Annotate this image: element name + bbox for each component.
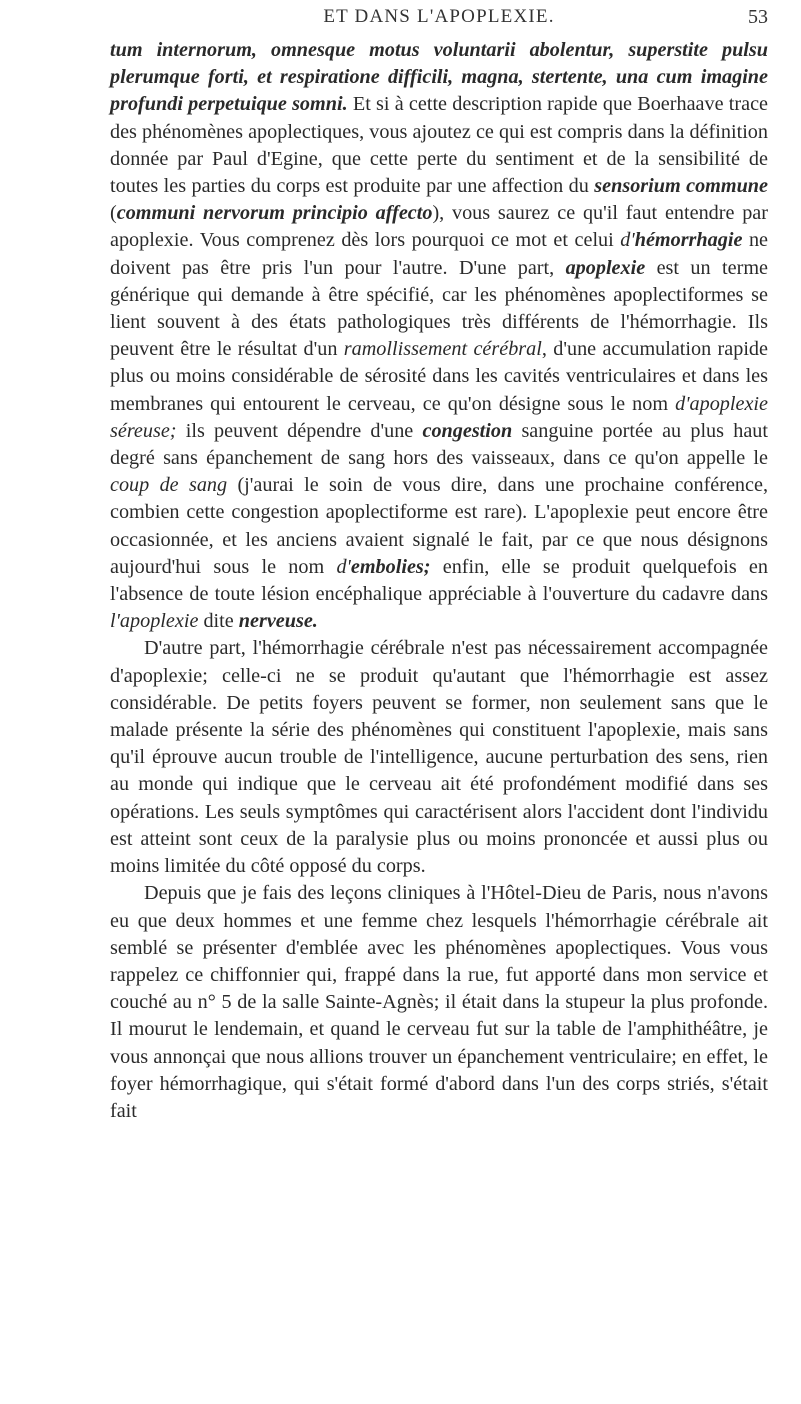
text-run: ne doivent pas être pris l'un pour l'autre. D'une part, — [110, 229, 768, 279]
text-run: ), vous saurez ce qu'il faut entendre par apoplexie. Vous comprenez dès lors pourquoi ce mot et celui — [110, 202, 768, 252]
emphasis-run: congestion — [422, 419, 513, 442]
text-run: Et si à cette description rapide que Boerhaave trace des phénomènes apoplectiques, vous ajoutez ce qui est compris dans la définition donnée par Paul d'Egine, que cette perte du sentiment et de la sensibilité de toutes les parties du corps est produite par une affection du — [110, 93, 768, 198]
text-run: D'autre part, l'hémorrhagie cérébrale n'est pas nécessairement accompagnée d'apoplexie; celle-ci ne se produit qu'autant que l'hémorrhagie est assez considérable. De petits foyers peuvent se former, non seulement sans que le malade présente la série des phénomènes qui constituent l'apoplexie, mais sans qu'il éprouve aucun trouble de l'intelligence, aucune perturbation des sens, rien au monde qui indique que le cerveau ait été profondément modifié dans ses opérations. Les seuls symptômes qui caractérisent alors l'accident dont l'individu est atteint sont ceux de la paralysie plus ou moins prononcée et aussi plus ou moins limitée du côté opposé du corps. — [110, 637, 768, 878]
emphasis-run: coup de sang — [110, 474, 228, 497]
text-run: ils peuvent dépendre d'une — [176, 419, 423, 442]
emphasis-run: sensorium commune — [594, 175, 768, 198]
page-number: 53 — [748, 6, 768, 28]
running-head — [110, 6, 768, 32]
emphasis-run: tum internorum, omnesque motus voluntarii abolentur, superstite pulsu plerumque forti, et respiratione difficili, magna, stertente, una cum imagine profundi perpetuique somni. — [110, 39, 768, 116]
paragraph — [110, 880, 768, 1125]
emphasis-run: hémorrhagie — [634, 229, 743, 252]
paragraph — [110, 635, 768, 880]
text-run: sanguine portée au plus haut degré sans épanchement de sang hors des vaisseaux, dans ce qu'on appelle le — [110, 419, 768, 470]
body-text — [110, 37, 768, 1125]
emphasis-run: d' — [620, 229, 635, 252]
text-run: Depuis que je fais des leçons cliniques à l'Hôtel-Dieu de Paris, nous n'avons eu que deux hommes et une femme chez lesquels l'hémorrhagie cérébrale ait semblé se présenter d'emblée avec les phénomènes apoplectiques. Vous vous rappelez ce chiffonnier qui, frappé dans la rue, fut apporté dans mon service et couché au n° 5 de la salle Sainte-Agnès; il était dans la stupeur la plus profonde. Il mourut le lendemain, et quand le cerveau fut sur la table de l'amphithéâtre, je vous annonçai que nous allions trouver un épanchement ventriculaire; en effet, le foyer hémorrhagique, qui s'était formé d'abord dans l'un des corps striés, s'était fait — [110, 882, 768, 1122]
running-title: ET DANS L'APOPLEXIE. — [323, 6, 555, 27]
paragraph — [110, 37, 768, 635]
text-run: ( — [110, 202, 117, 225]
emphasis-run: l'apoplexie — [110, 610, 199, 633]
emphasis-run: communi nervorum principio affecto — [116, 202, 433, 225]
emphasis-run: d' — [336, 555, 351, 578]
text-run: enfin, elle se produit quelquefois en l'absence de toute lésion encéphalique appréciable à l'ouverture du cadavre dans — [110, 555, 768, 606]
text-run: , d'une accumulation rapide plus ou moins considérable de sérosité dans les cavités ventriculaires et dans les membranes qui entourent le cerveau, ce qu'on désigne sous le nom — [110, 338, 768, 415]
emphasis-run: apoplexie — [565, 256, 646, 279]
emphasis-run: ramollissement cérébral — [343, 338, 542, 361]
emphasis-run: embolies; — [350, 555, 431, 578]
text-run: (j'aurai le soin de vous dire, dans une prochaine conférence, combien cette congestion apoplectiforme est rare). L'apoplexie peut encore être occasionnée, et les anciens avaient signalé le fait, par ce que nous désignons aujourd'hui sous le nom — [110, 474, 768, 578]
text-run: est un terme générique qui demande à être spécifié, car les phénomènes apoplectiformes se lient souvent à des états pathologiques très différents de l'hémorrhagie. Ils peuvent être le résultat d'un — [110, 256, 768, 361]
emphasis-run: nerveuse. — [238, 610, 318, 633]
text-run: dite — [198, 610, 239, 633]
emphasis-run: d'apoplexie séreuse; — [110, 392, 768, 442]
